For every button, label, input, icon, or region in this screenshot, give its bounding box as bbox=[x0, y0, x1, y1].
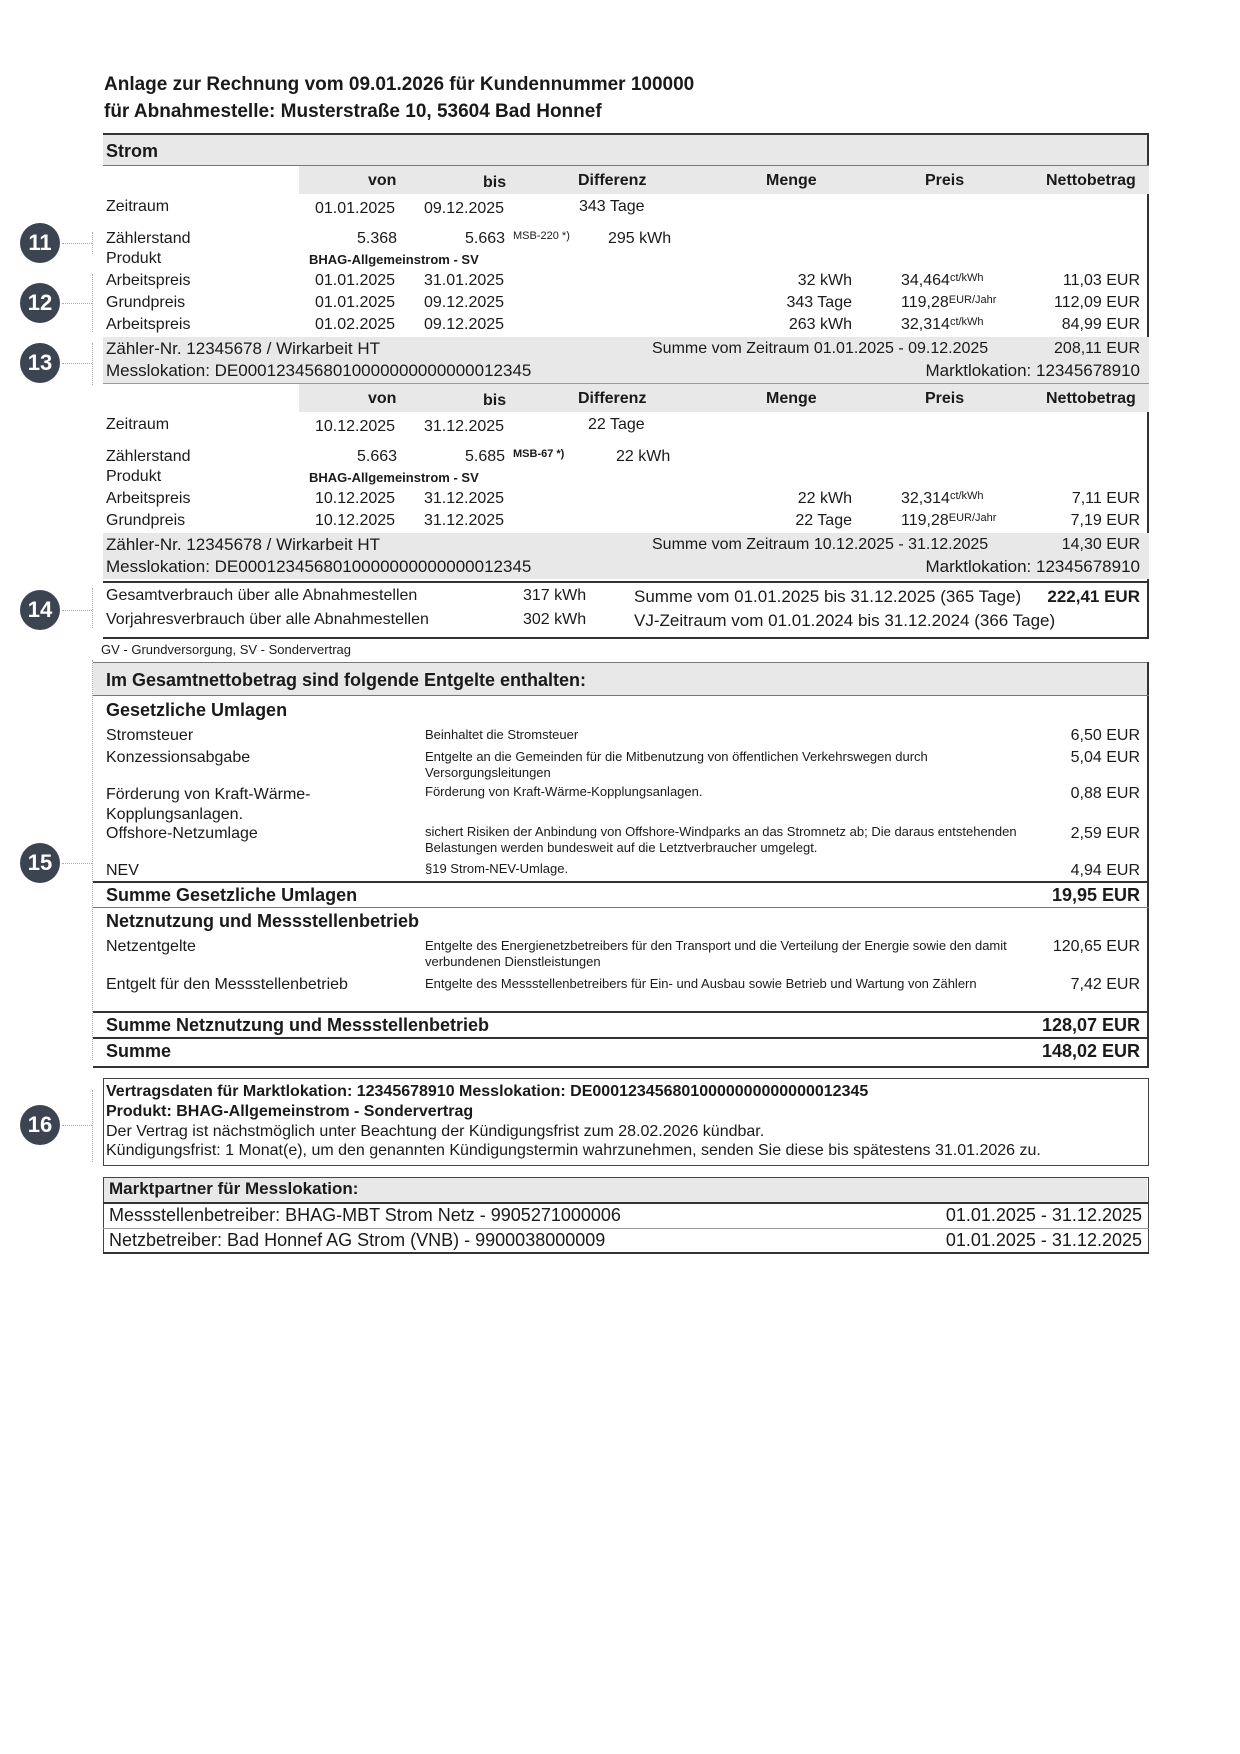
p2-kwh: 22 kWh bbox=[616, 448, 671, 465]
footnote: GV - Grundversorgung, SV - Sondervertrag bbox=[101, 642, 352, 657]
gesamt-label: Gesamtverbrauch über alle Abnahmestellen bbox=[106, 587, 418, 604]
badge-15: 15 bbox=[20, 843, 60, 883]
label-zaehlerstand: Zählerstand bbox=[106, 230, 191, 247]
p1-product: BHAG-Allgemeinstrom - SV bbox=[309, 252, 479, 267]
badge-13: 13 bbox=[20, 343, 60, 383]
p1-summe-label: Summe vom Zeitraum 01.01.2025 - 09.12.2025 bbox=[652, 340, 989, 357]
marktpartner-title: Marktpartner für Messlokation: bbox=[109, 1179, 359, 1198]
col-preis: Preis bbox=[925, 172, 965, 189]
p1-zaehler-bis: 5.663 bbox=[465, 230, 506, 247]
p2-zaehler-bis: 5.685 bbox=[465, 448, 506, 465]
p2-marktlokation: Marktlokation: 12345678910 bbox=[925, 557, 1140, 576]
netz-sum-label: Summe Netznutzung und Messstellenbetrieb bbox=[106, 1015, 490, 1035]
p2-bis: 31.12.2025 bbox=[424, 418, 505, 435]
document-title: Anlage zur Rechnung vom 09.01.2026 für Kundennummer 100000 bbox=[104, 74, 695, 95]
vertrag-line3: Der Vertrag ist nächstmöglich unter Beachtung der Kündigungsfrist zum 28.02.2026 kündbar. bbox=[106, 1123, 765, 1140]
badge-12: 12 bbox=[20, 283, 60, 323]
badge-11: 11 bbox=[20, 223, 60, 263]
p1-kwh: 295 kWh bbox=[608, 230, 672, 247]
p2-product: BHAG-Allgemeinstrom - SV bbox=[309, 470, 479, 485]
p2-msb: MSB-67 *) bbox=[513, 448, 565, 460]
p1-msb: MSB-220 *) bbox=[513, 230, 570, 242]
col-bis: bis bbox=[483, 174, 507, 191]
entgelte-title: Im Gesamtnettobetrag sind folgende Entgelte enthalten: bbox=[106, 670, 587, 690]
gesamt-kwh: 317 kWh bbox=[523, 587, 587, 604]
umlagen-sum-label: Summe Gesetzliche Umlagen bbox=[106, 885, 358, 905]
total-label: Summe bbox=[106, 1041, 172, 1061]
p1-messlokation: Messlokation: DE0001234568010000000000000012345 bbox=[106, 361, 532, 380]
vorjahr-kwh: 302 kWh bbox=[523, 611, 587, 628]
p1-summe: 208,11 EUR bbox=[1054, 340, 1140, 357]
vertrag-line4: Kündigungsfrist: 1 Monat(e), um den genannten Kündigungstermin wahrzunehmen, senden Sie diese bis spätestens 31.01.2026 zu. bbox=[106, 1142, 1041, 1159]
gesamt-summe: 222,41 EUR bbox=[1047, 587, 1140, 606]
p1-zaehler-nr: Zähler-Nr. 12345678 / Wirkarbeit HT bbox=[106, 339, 380, 358]
p1-zaehler-von: 5.368 bbox=[357, 230, 398, 247]
p1-bis: 09.12.2025 bbox=[424, 200, 505, 217]
label-zeitraum: Zeitraum bbox=[106, 198, 170, 215]
badge-16: 16 bbox=[20, 1105, 60, 1145]
p2-von: 10.12.2025 bbox=[315, 418, 396, 435]
vorjahr-label: Vorjahresverbrauch über alle Abnahmestellen bbox=[106, 611, 429, 628]
p2-zaehler-von: 5.663 bbox=[357, 448, 398, 465]
p1-von: 01.01.2025 bbox=[315, 200, 396, 217]
col-menge: Menge bbox=[766, 172, 817, 189]
col-nettobetrag: Nettobetrag bbox=[1046, 172, 1136, 189]
p1-marktlokation: Marktlokation: 12345678910 bbox=[925, 361, 1140, 380]
vertrag-line2: Produkt: BHAG-Allgemeinstrom - Sondervertrag bbox=[106, 1103, 474, 1120]
label-produkt: Produkt bbox=[106, 250, 162, 267]
col-differenz: Differenz bbox=[578, 172, 647, 189]
gesamt-summe-label: Summe vom 01.01.2025 bis 31.12.2025 (365 Tage) bbox=[634, 587, 1022, 606]
netz-sum: 128,07 EUR bbox=[1041, 1015, 1140, 1035]
p2-messlokation: Messlokation: DE0001234568010000000000000012345 bbox=[106, 557, 532, 576]
col-von: von bbox=[368, 172, 397, 189]
badge-14: 14 bbox=[20, 590, 60, 630]
p2-days: 22 Tage bbox=[588, 416, 645, 433]
vertrag-line1: Vertragsdaten für Marktlokation: 12345678910 Messlokation: DE0001234568010000000000000012345 bbox=[106, 1083, 869, 1100]
document-subtitle: für Abnahmestelle: Musterstraße 10, 53604 Bad Honnef bbox=[104, 101, 602, 122]
p2-summe-label: Summe vom Zeitraum 10.12.2025 - 31.12.2025 bbox=[652, 536, 989, 553]
p1-days: 343 Tage bbox=[579, 198, 645, 215]
netz-title: Netznutzung und Messstellenbetrieb bbox=[106, 911, 420, 931]
total-amount: 148,02 EUR bbox=[1041, 1041, 1140, 1061]
section-title-strom: Strom bbox=[106, 141, 159, 161]
p2-summe: 14,30 EUR bbox=[1061, 536, 1140, 553]
vorjahr-period: VJ-Zeitraum vom 01.01.2024 bis 31.12.2024 (366 Tage) bbox=[634, 611, 1056, 630]
p2-zaehler-nr: Zähler-Nr. 12345678 / Wirkarbeit HT bbox=[106, 535, 380, 554]
umlagen-title: Gesetzliche Umlagen bbox=[106, 700, 288, 720]
umlagen-sum: 19,95 EUR bbox=[1051, 885, 1140, 905]
